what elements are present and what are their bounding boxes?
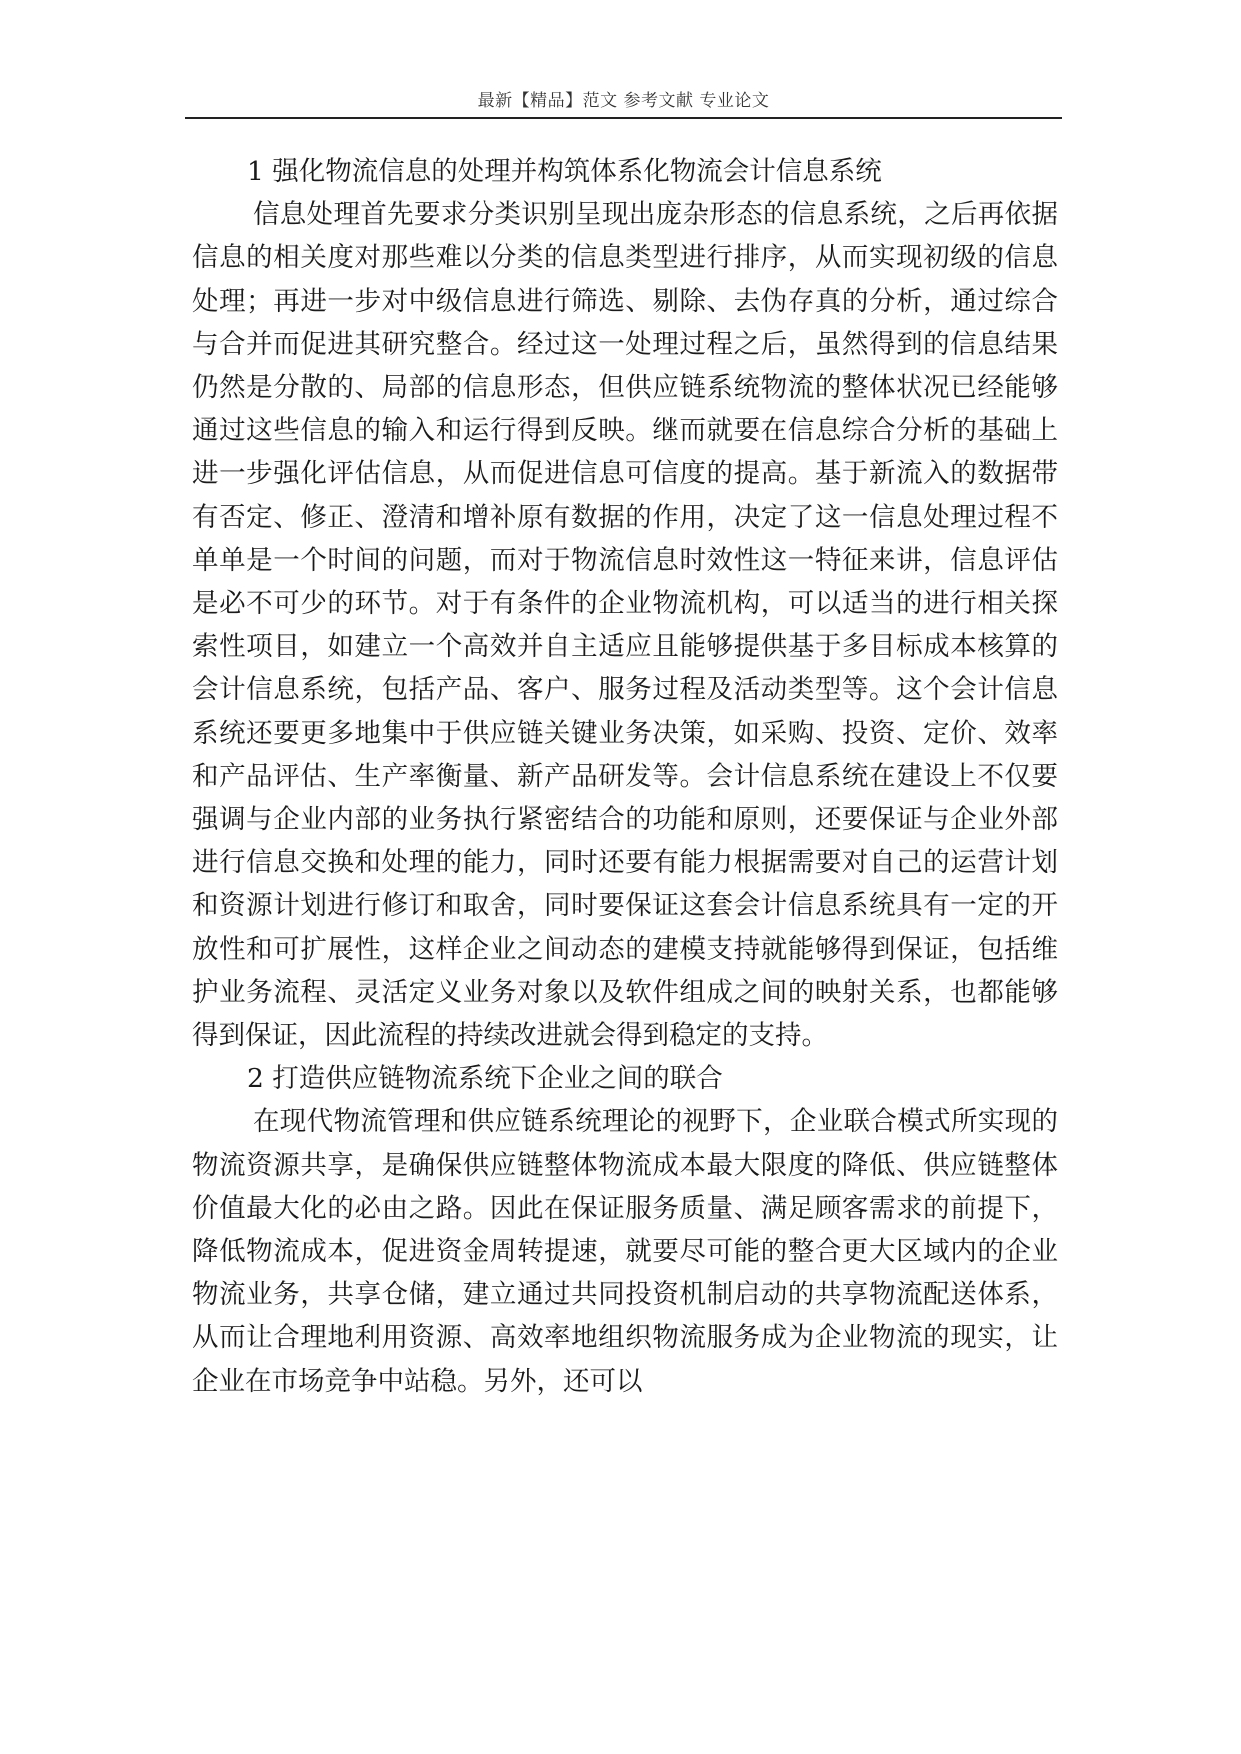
section-1-heading: 1 强化物流信息的处理并构筑体系化物流会计信息系统 [247,156,882,187]
page-header: 最新【精品】范文 参考文献 专业论文 [477,91,770,111]
section-2-heading: 2 打造供应链物流系统下企业之间的联合 [247,1063,723,1095]
section-1-paragraph: 信息处理首先要求分类识别呈现出庞杂形态的信息系统，之后再依据信息的相关度对那些难以分类的信息类型进行排序，从而实现初级的信息处理；再进一步对中级信息进行筛选、剔除、去伪存真的分析，通过综合与合并而促进其研究整合。经过这一处理过程之后，虽然得到的信息结果仍然是分散的、局部的信息形态，但供应链系统物流的整体状况已经能够通过这些信息的输入和运行得到反映。继而就要在信息综合分析的基础上进一步强化评估信息，从而促进信息可信度的提高。基于新流入的数据带有否定、修正、澄清和增补原有数据的作用，决定了这一信息处理过程不单单是一个时间的问题，而对于物流信息时效性这一特征来讲，信息评估是必不可少的环节。对于有条件的企业物流机构，可以适当的进行相关探索性项目，如建立一个高效并自主适应且能够提供基于多目标成本核算的会计信息系统，包括产品、客户、服务过程及活动类型等。这个会计信息系统还要更多地集中于供应链关键业务决策，如采购、投资、定价、效率和产品评估、生产率衡量、新产品研发等。会计信息系统在建设上不仅要强调与企业内部的业务执行紧密结合的功能和原则，还要保证与企业外部进行信息交换和处理的能力，同时还要有能力根据需要对自己的运营计划和资源计划进行修订和取舍，同时要保证这套会计信息系统具有一定的开放性和可扩展性，这样企业之间动态的建模支持就能够得到保证，包括维护业务流程、灵活定义业务对象以及软件组成之间的映射关系，也都能够得到保证，因此流程的持续改进就会得到稳定的支持。 [192,199,1058,1052]
section-2-paragraph: 在现代物流管理和供应链系统理论的视野下，企业联合模式所实现的物流资源共享，是确保供应链整体物流成本最大限度的降低、供应链整体价值最大化的必由之路。因此在保证服务质量、满足顾客需求的前提下，降低物流成本，促进资金周转提速，就要尽可能的整合更大区域内的企业物流业务，共享仓储，建立通过共同投资机制启动的共享物流配送体系，从而让合理地利用资源、高效率地组织物流服务成为企业物流的现实，让企业在市场竞争中站稳。另外，还可以 [192,1106,1058,1397]
header-divider [185,117,1062,119]
document-body [192,150,1058,1403]
